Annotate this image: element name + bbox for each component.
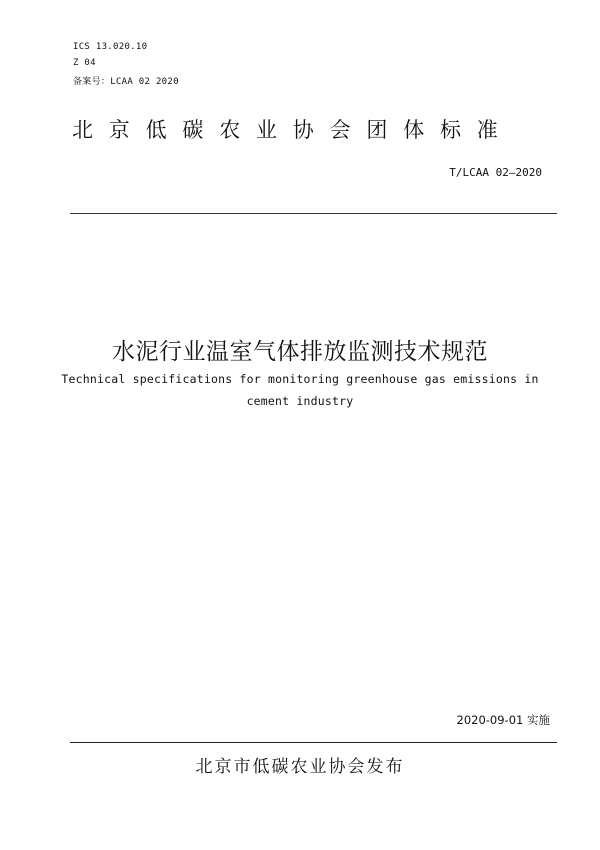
- document-title-en-line2: cement industry: [246, 394, 354, 408]
- publisher: 北京市低碳农业协会发布: [195, 757, 405, 777]
- ics-code: ICS 13.020.10: [73, 42, 148, 52]
- document-title-en-line1: Technical specifications for monitoring greenhouse gas emissions in: [61, 372, 539, 386]
- standard-number: T/LCAA 02—2020: [449, 166, 542, 179]
- organization-title: 北京低碳农业协会团体标准: [72, 118, 514, 142]
- record-number: 备案号：LCAA 02 2020: [73, 77, 179, 87]
- bottom-divider: [70, 742, 557, 743]
- classification-code: Z 04: [73, 58, 96, 68]
- implementation-date: 2020-09-01 实施: [456, 713, 550, 727]
- document-title-zh: 水泥行业温室气体排放监测技术规范: [112, 339, 488, 365]
- top-divider: [70, 213, 557, 214]
